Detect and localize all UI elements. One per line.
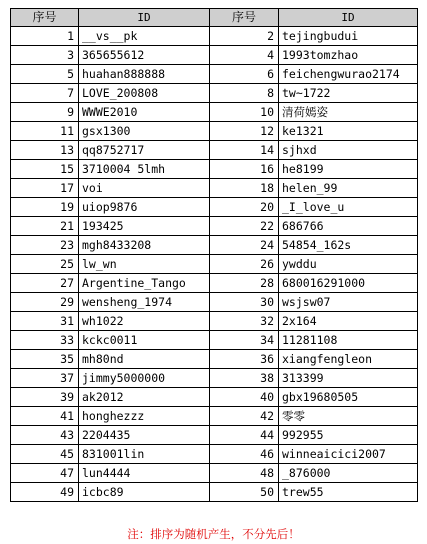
table-row <box>11 464 418 483</box>
row-id-left: 2204435 <box>79 426 210 445</box>
row-id-right: he8199 <box>279 160 418 179</box>
row-num-right: 30 <box>210 293 279 312</box>
row-id-right: 清荷嫣姿 <box>279 103 418 122</box>
row-num-left: 35 <box>11 350 79 369</box>
table-row <box>11 46 418 65</box>
row-num-right: 6 <box>210 65 279 84</box>
row-num-right: 34 <box>210 331 279 350</box>
row-num-right: 14 <box>210 141 279 160</box>
table-row <box>11 407 418 426</box>
row-num-left: 19 <box>11 198 79 217</box>
row-num-right: 18 <box>210 179 279 198</box>
row-num-right: 22 <box>210 217 279 236</box>
row-num-right: 12 <box>210 122 279 141</box>
row-id-left: mgh8433208 <box>79 236 210 255</box>
row-id-right: 686766 <box>279 217 418 236</box>
row-num-left: 23 <box>11 236 79 255</box>
table-row <box>11 483 418 502</box>
row-id-right: feichengwurao2174 <box>279 65 418 84</box>
row-num-right: 44 <box>210 426 279 445</box>
table-row <box>11 293 418 312</box>
row-id-left: huahan888888 <box>79 65 210 84</box>
row-num-right: 40 <box>210 388 279 407</box>
row-id-left: gsx1300 <box>79 122 210 141</box>
row-num-right: 2 <box>210 27 279 46</box>
row-id-right: 零零 <box>279 407 418 426</box>
row-num-left: 41 <box>11 407 79 426</box>
row-id-right: _I_love_u <box>279 198 418 217</box>
row-id-left: lun4444 <box>79 464 210 483</box>
row-num-left: 9 <box>11 103 79 122</box>
row-id-left: wensheng_1974 <box>79 293 210 312</box>
row-id-left: __vs__pk <box>79 27 210 46</box>
table-row <box>11 103 418 122</box>
table-row <box>11 160 418 179</box>
row-id-right: _876000 <box>279 464 418 483</box>
row-id-left: LOVE_200808 <box>79 84 210 103</box>
row-id-right: 992955 <box>279 426 418 445</box>
row-num-left: 1 <box>11 27 79 46</box>
row-num-left: 15 <box>11 160 79 179</box>
row-id-right: ywddu <box>279 255 418 274</box>
row-num-right: 10 <box>210 103 279 122</box>
row-id-right: winneaicici2007 <box>279 445 418 464</box>
table-row <box>11 84 418 103</box>
table-row <box>11 426 418 445</box>
row-id-right: gbx19680505 <box>279 388 418 407</box>
table-row <box>11 350 418 369</box>
table-row <box>11 445 418 464</box>
row-num-right: 28 <box>210 274 279 293</box>
row-id-right: helen_99 <box>279 179 418 198</box>
row-id-left: voi <box>79 179 210 198</box>
row-id-right: xiangfengleon <box>279 350 418 369</box>
table-row <box>11 312 418 331</box>
row-num-right: 48 <box>210 464 279 483</box>
row-id-right: 2x164 <box>279 312 418 331</box>
row-id-left: kckc0011 <box>79 331 210 350</box>
table-row <box>11 274 418 293</box>
row-id-right: sjhxd <box>279 141 418 160</box>
row-num-left: 13 <box>11 141 79 160</box>
row-id-right: tw~1722 <box>279 84 418 103</box>
row-id-left: lw_wn <box>79 255 210 274</box>
footer-note: 注：排序为随机产生，不分先后！ <box>127 527 300 541</box>
table-row <box>11 369 418 388</box>
row-id-right: 54854_162s <box>279 236 418 255</box>
row-num-left: 49 <box>11 483 79 502</box>
row-id-left: 365655612 <box>79 46 210 65</box>
header-num-right: 序号 <box>210 9 279 27</box>
row-id-right: 11281108 <box>279 331 418 350</box>
row-id-left: uiop9876 <box>79 198 210 217</box>
row-id-left: jimmy5000000 <box>79 369 210 388</box>
row-id-right: trew55 <box>279 483 418 502</box>
row-id-left: 193425 <box>79 217 210 236</box>
table-row <box>11 198 418 217</box>
table-row <box>11 388 418 407</box>
row-id-left: ak2012 <box>79 388 210 407</box>
row-id-left: mh80nd <box>79 350 210 369</box>
row-id-left: honghezzz <box>79 407 210 426</box>
table-row <box>11 141 418 160</box>
row-id-left: 831001lin <box>79 445 210 464</box>
table-row <box>11 255 418 274</box>
id-table <box>10 8 418 502</box>
header-id-right: ID <box>279 9 418 27</box>
row-num-left: 17 <box>11 179 79 198</box>
table-row <box>11 27 418 46</box>
row-id-left: icbc89 <box>79 483 210 502</box>
table-row <box>11 331 418 350</box>
table-row <box>11 179 418 198</box>
row-num-left: 47 <box>11 464 79 483</box>
row-num-left: 25 <box>11 255 79 274</box>
row-num-left: 39 <box>11 388 79 407</box>
table-row <box>11 65 418 84</box>
row-num-right: 16 <box>210 160 279 179</box>
row-num-left: 45 <box>11 445 79 464</box>
row-id-right: ke1321 <box>279 122 418 141</box>
row-num-left: 5 <box>11 65 79 84</box>
row-num-right: 8 <box>210 84 279 103</box>
row-num-left: 11 <box>11 122 79 141</box>
header-id-left: ID <box>79 9 210 27</box>
row-num-left: 43 <box>11 426 79 445</box>
row-num-left: 7 <box>11 84 79 103</box>
row-id-left: Argentine_Tango <box>79 274 210 293</box>
table-row <box>11 236 418 255</box>
table-row <box>11 122 418 141</box>
row-id-right: 680016291000 <box>279 274 418 293</box>
row-num-right: 36 <box>210 350 279 369</box>
row-num-right: 32 <box>210 312 279 331</box>
row-id-left: 3710004 5lmh <box>79 160 210 179</box>
row-id-left: qq8752717 <box>79 141 210 160</box>
row-num-right: 24 <box>210 236 279 255</box>
row-num-left: 37 <box>11 369 79 388</box>
header-num-left: 序号 <box>11 9 79 27</box>
row-id-right: 1993tomzhao <box>279 46 418 65</box>
row-id-left: wh1022 <box>79 312 210 331</box>
row-num-left: 27 <box>11 274 79 293</box>
row-num-left: 29 <box>11 293 79 312</box>
row-id-right: wsjsw07 <box>279 293 418 312</box>
row-num-left: 21 <box>11 217 79 236</box>
row-num-right: 20 <box>210 198 279 217</box>
row-id-right: tejingbudui <box>279 27 418 46</box>
row-num-right: 4 <box>210 46 279 65</box>
row-num-right: 26 <box>210 255 279 274</box>
table-header-row <box>11 9 418 27</box>
table-row <box>11 217 418 236</box>
row-id-right: 313399 <box>279 369 418 388</box>
row-num-left: 33 <box>11 331 79 350</box>
row-num-right: 46 <box>210 445 279 464</box>
row-num-right: 42 <box>210 407 279 426</box>
row-num-left: 31 <box>11 312 79 331</box>
row-id-left: WWWE2010 <box>79 103 210 122</box>
row-num-right: 50 <box>210 483 279 502</box>
row-num-right: 38 <box>210 369 279 388</box>
row-num-left: 3 <box>11 46 79 65</box>
